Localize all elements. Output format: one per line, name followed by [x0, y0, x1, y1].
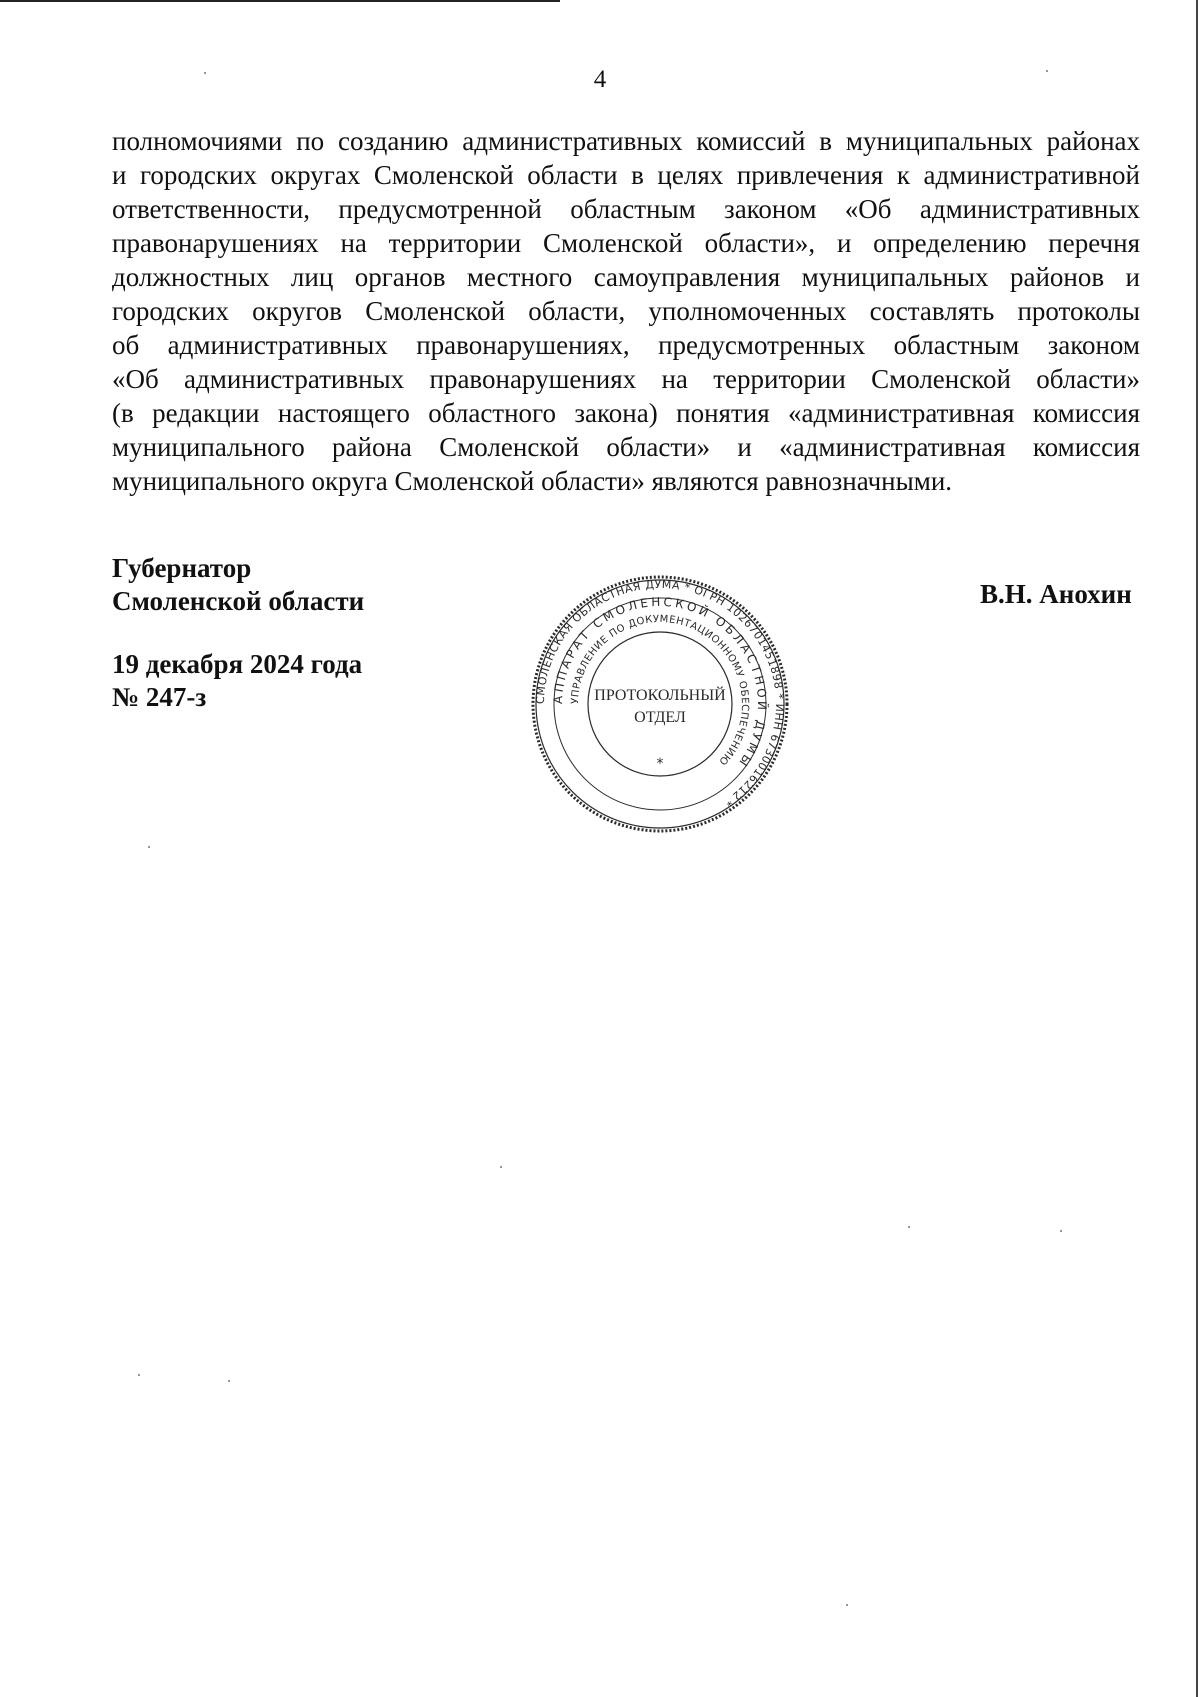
body-line: ответственности, предусмотренной областным законом «Об административных [112, 194, 1140, 224]
scan-speck [1060, 1230, 1062, 1232]
body-paragraph [112, 124, 1140, 498]
position-line: Губернатор [112, 553, 252, 583]
official-stamp [530, 574, 790, 834]
page-number: 4 [593, 66, 607, 93]
stamp-center-line: ОТДЕЛ [634, 709, 686, 726]
scan-speck [228, 1380, 230, 1382]
stamp-inner-text-path: УПРАВЛЕНИЕ ПО ДОКУМЕНТАЦИОННОМУ ОБЕСПЕЧЕНИЮ [569, 613, 751, 768]
law-date: 19 декабря 2024 года [112, 649, 363, 679]
position-line: Смоленской области [112, 586, 365, 616]
scan-speck [1046, 70, 1048, 72]
star-icon: * [656, 756, 664, 772]
scan-speck [204, 72, 206, 74]
law-meta [112, 648, 362, 714]
scan-right-edge [1196, 0, 1198, 1697]
body-line: (в редакции настоящего областного закона) понятия «административная комиссия [112, 398, 1140, 428]
stamp-middle-text-path: АППАРАТ СМОЛЕНСКОЙ ОБЛАСТНОЙ ДУМЫ [550, 594, 770, 772]
body-line: городских округов Смоленской области, уполномоченных составлять протоколы [112, 296, 1140, 326]
scan-speck [908, 1226, 910, 1228]
body-line: муниципального округа Смоленской области» являются равнозначными. [112, 466, 953, 496]
body-line: полномочиями по созданию административных комиссий в муниципальных районах [112, 126, 1140, 156]
signatory-name: В.Н. Анохин [980, 579, 1132, 609]
law-number: № 247-з [112, 682, 207, 712]
scan-speck [500, 1166, 502, 1168]
body-line: должностных лиц органов местного самоуправления муниципальных районов и [112, 262, 1140, 292]
scan-speck [846, 1604, 848, 1606]
stamp-outer-text-path: СМОЛЕНСКАЯ ОБЛАСТНАЯ ДУМА * ОГРН 1026701451898 * ИНН 6730016212 * [533, 577, 787, 810]
body-line: правонарушениях на территории Смоленской области», и определению перечня [112, 228, 1140, 258]
body-line: и городских округах Смоленской области в целях привлечения к административной [112, 160, 1140, 190]
stamp-inner-ring [588, 632, 732, 776]
body-line: об административных правонарушениях, предусмотренных областным законом [112, 330, 1140, 360]
stamp-center-line: ПРОТОКОЛЬНЫЙ [594, 687, 726, 704]
body-line: «Об административных правонарушениях на территории Смоленской области» [112, 364, 1140, 394]
scan-speck [148, 846, 150, 848]
scan-top-edge [0, 0, 560, 2]
scan-speck [138, 1374, 140, 1376]
signatory-position [112, 552, 364, 618]
body-line: муниципального района Смоленской области» и «административная комиссия [112, 432, 1140, 462]
